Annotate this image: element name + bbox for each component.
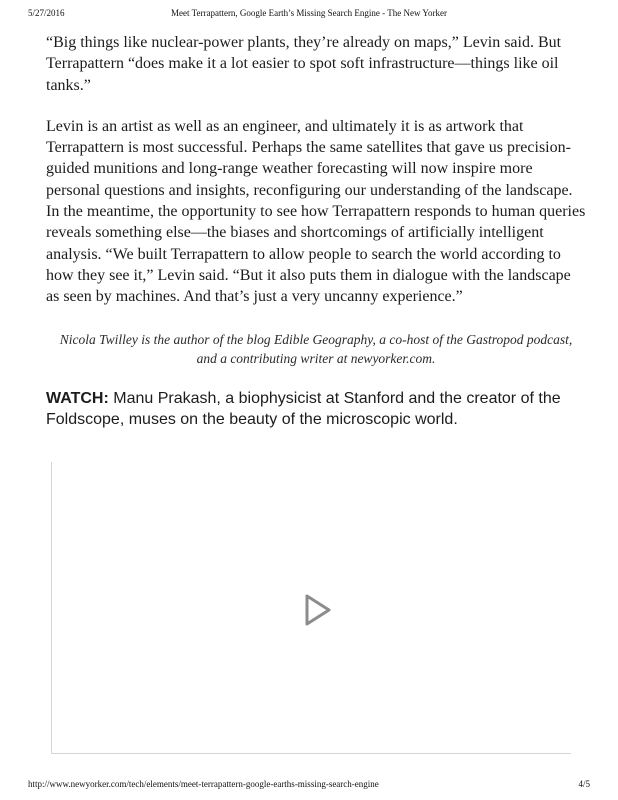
article-paragraph: “Big things like nuclear-power plants, they’re already on maps,” Levin said. But Terrapattern “does make it a lot easier to spot soft infrastructure—things like oil tanks.”: [46, 34, 562, 94]
article-paragraph: Levin is an artist as well as an engineer, and ultimately it is as artwork that Terrapattern is most successful. Perhaps the same satellites that gave us precision-guided munitions and long-range weather forecasting will now inspire more personal questions and insights, reconfiguring our understanding of the landscape. In the meantime, the opportunity to see how Terrapattern responds to human queries reveals something else—the biases and shortcomings of artificially intelligent analysis. “We built Terrapattern to allow people to search the world according to how they see it,” Levin said. “But it also puts them in dialogue with the landscape as seen by machines. And that’s just a very uncanny experience.”: [46, 117, 586, 306]
print-footer: [28, 779, 590, 793]
print-date: 5/27/2016: [28, 8, 65, 18]
article-body: [46, 32, 586, 430]
watch-text: Manu Prakash, a biophysicist at Stanford and the creator of the Foldscope, muses on the beauty of the microscopic world.: [46, 389, 561, 428]
print-url: http://www.newyorker.com/tech/elements/meet-terrapattern-google-earths-missing-search-engine: [28, 779, 379, 789]
print-header: [28, 8, 590, 22]
play-icon[interactable]: [302, 592, 334, 628]
print-page-title: Meet Terrapattern, Google Earth’s Missing Search Engine - The New Yorker: [171, 8, 447, 18]
video-player[interactable]: [51, 462, 571, 754]
page-number: 4/5: [578, 779, 590, 789]
watch-caption: [46, 388, 586, 431]
watch-label: WATCH:: [46, 389, 109, 407]
author-bio: Nicola Twilley is the author of the blog Edible Geography, a co-host of the Gastropod podcast, and a contributing writer at newyorker.com.: [59, 331, 573, 366]
